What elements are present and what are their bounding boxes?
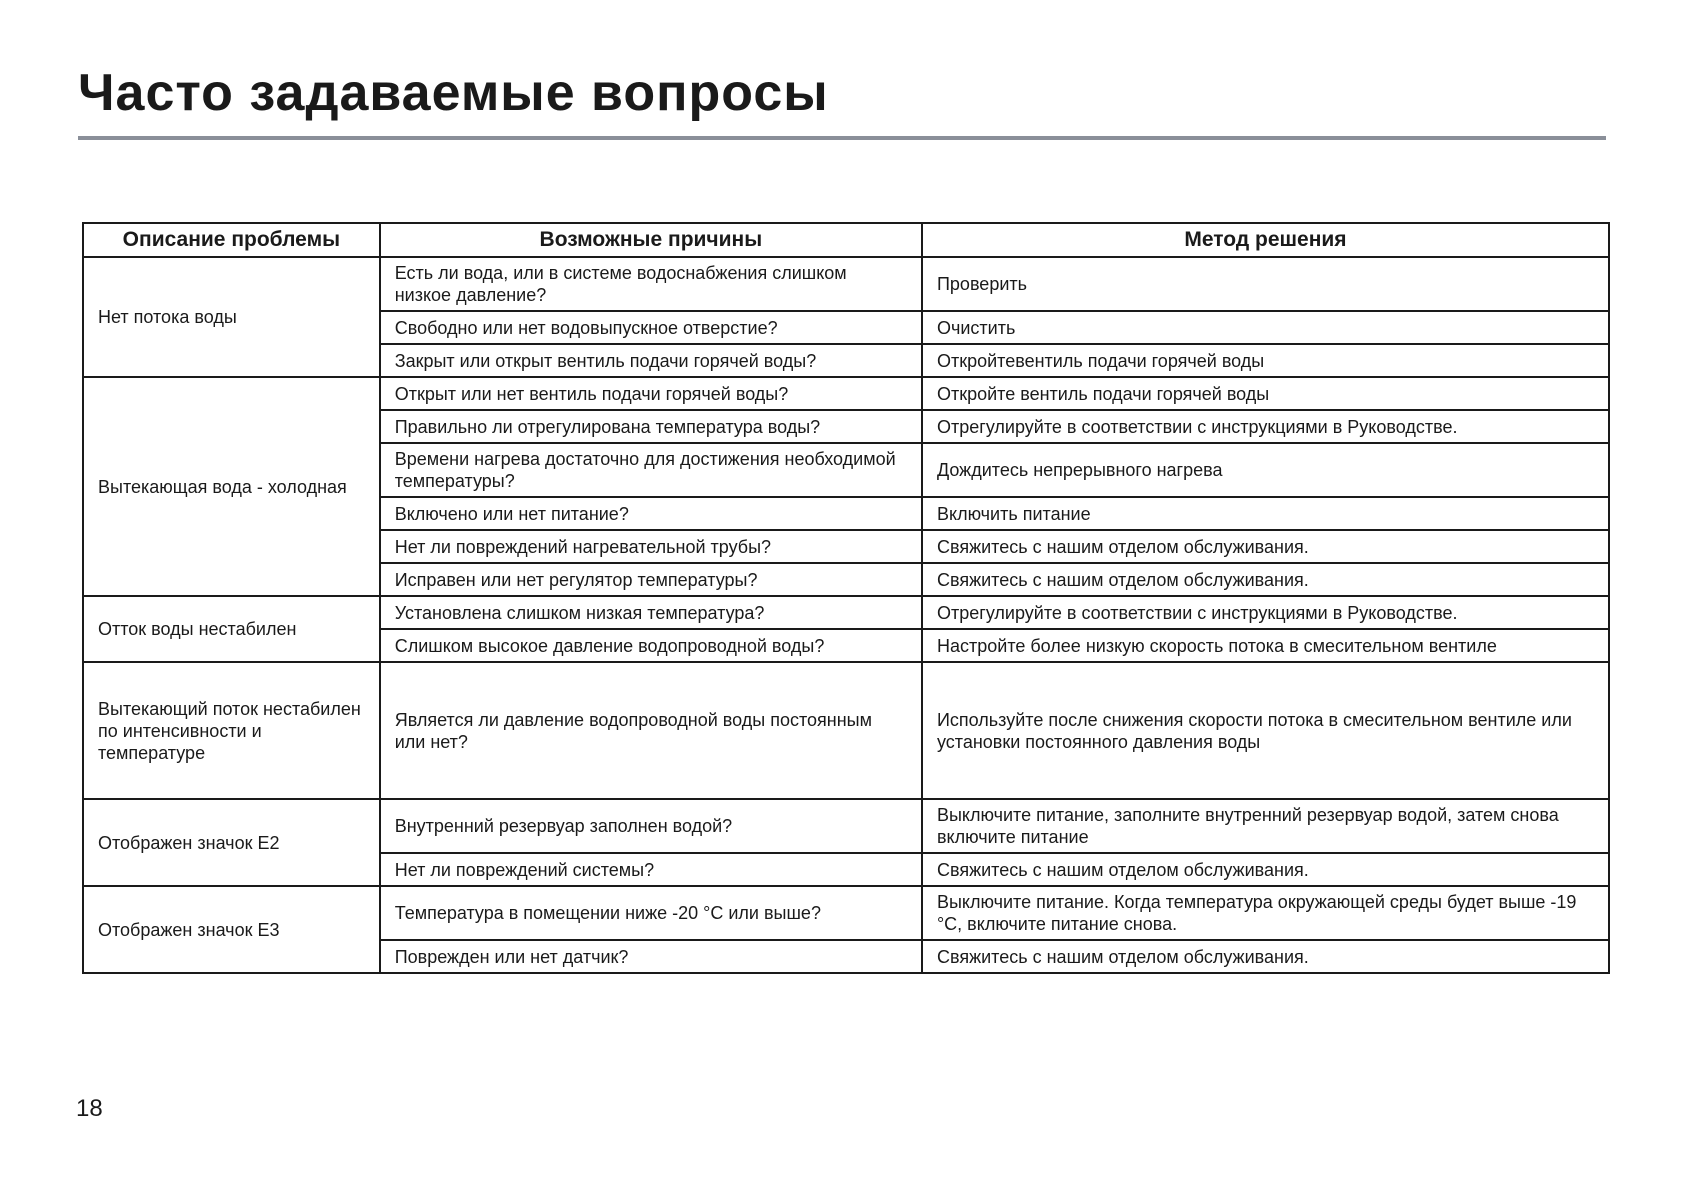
- header-solution: Метод решения: [922, 223, 1609, 257]
- table-row: [83, 257, 1609, 311]
- problem-cell: Вытекающий поток нестабилен по интенсивности и температуре: [83, 662, 380, 799]
- solution-cell: Откройте вентиль подачи горячей воды: [922, 377, 1609, 410]
- solution-cell: Включить питание: [922, 497, 1609, 530]
- solution-cell: Используйте после снижения скорости потока в смесительном вентиле или установки постоянного давления воды: [922, 662, 1609, 799]
- cause-cell: Поврежден или нет датчик?: [380, 940, 922, 973]
- faq-body: [83, 257, 1609, 973]
- problem-cell: Отображен значок E3: [83, 886, 380, 973]
- solution-cell: Выключите питание, заполните внутренний резервуар водой, затем снова включите питание: [922, 799, 1609, 853]
- cause-cell: Слишком высокое давление водопроводной воды?: [380, 629, 922, 662]
- solution-cell: Проверить: [922, 257, 1609, 311]
- cause-cell: Нет ли повреждений нагревательной трубы?: [380, 530, 922, 563]
- header-problem: Описание проблемы: [83, 223, 380, 257]
- cause-cell: Включено или нет питание?: [380, 497, 922, 530]
- header-causes: Возможные причины: [380, 223, 922, 257]
- header-row: [83, 223, 1609, 257]
- cause-cell: Свободно или нет водовыпускное отверстие?: [380, 311, 922, 344]
- table-row: [83, 596, 1609, 629]
- solution-cell: Выключите питание. Когда температура окружающей среды будет выше -19 °C, включите питание снова.: [922, 886, 1609, 940]
- title-divider: [78, 136, 1606, 140]
- problem-cell: Отток воды нестабилен: [83, 596, 380, 662]
- page-title: Часто задаваемые вопросы: [78, 64, 829, 122]
- problem-cell: Отображен значок E2: [83, 799, 380, 886]
- solution-cell: Отрегулируйте в соответствии с инструкциями в Руководстве.: [922, 596, 1609, 629]
- solution-cell: Свяжитесь с нашим отделом обслуживания.: [922, 940, 1609, 973]
- cause-cell: Исправен или нет регулятор температуры?: [380, 563, 922, 596]
- solution-cell: Очистить: [922, 311, 1609, 344]
- solution-cell: Свяжитесь с нашим отделом обслуживания.: [922, 563, 1609, 596]
- solution-cell: Дождитесь непрерывного нагрева: [922, 443, 1609, 497]
- cause-cell: Установлена слишком низкая температура?: [380, 596, 922, 629]
- cause-cell: Правильно ли отрегулирована температура воды?: [380, 410, 922, 443]
- problem-cell: Вытекающая вода - холодная: [83, 377, 380, 596]
- table-row: [83, 377, 1609, 410]
- cause-cell: Нет ли повреждений системы?: [380, 853, 922, 886]
- page-number: 18: [76, 1095, 103, 1122]
- cause-cell: Времени нагрева достаточно для достижения необходимой температуры?: [380, 443, 922, 497]
- faq-table: [82, 222, 1610, 974]
- cause-cell: Есть ли вода, или в системе водоснабжения слишком низкое давление?: [380, 257, 922, 311]
- cause-cell: Является ли давление водопроводной воды постоянным или нет?: [380, 662, 922, 799]
- table-row: [83, 662, 1609, 799]
- table-row: [83, 799, 1609, 853]
- solution-cell: Свяжитесь с нашим отделом обслуживания.: [922, 853, 1609, 886]
- solution-cell: Настройте более низкую скорость потока в смесительном вентиле: [922, 629, 1609, 662]
- cause-cell: Открыт или нет вентиль подачи горячей воды?: [380, 377, 922, 410]
- table-row: [83, 886, 1609, 940]
- problem-cell: Нет потока воды: [83, 257, 380, 377]
- cause-cell: Температура в помещении ниже -20 °C или выше?: [380, 886, 922, 940]
- solution-cell: Свяжитесь с нашим отделом обслуживания.: [922, 530, 1609, 563]
- solution-cell: Откройтевентиль подачи горячей воды: [922, 344, 1609, 377]
- cause-cell: Закрыт или открыт вентиль подачи горячей воды?: [380, 344, 922, 377]
- solution-cell: Отрегулируйте в соответствии с инструкциями в Руководстве.: [922, 410, 1609, 443]
- cause-cell: Внутренний резервуар заполнен водой?: [380, 799, 922, 853]
